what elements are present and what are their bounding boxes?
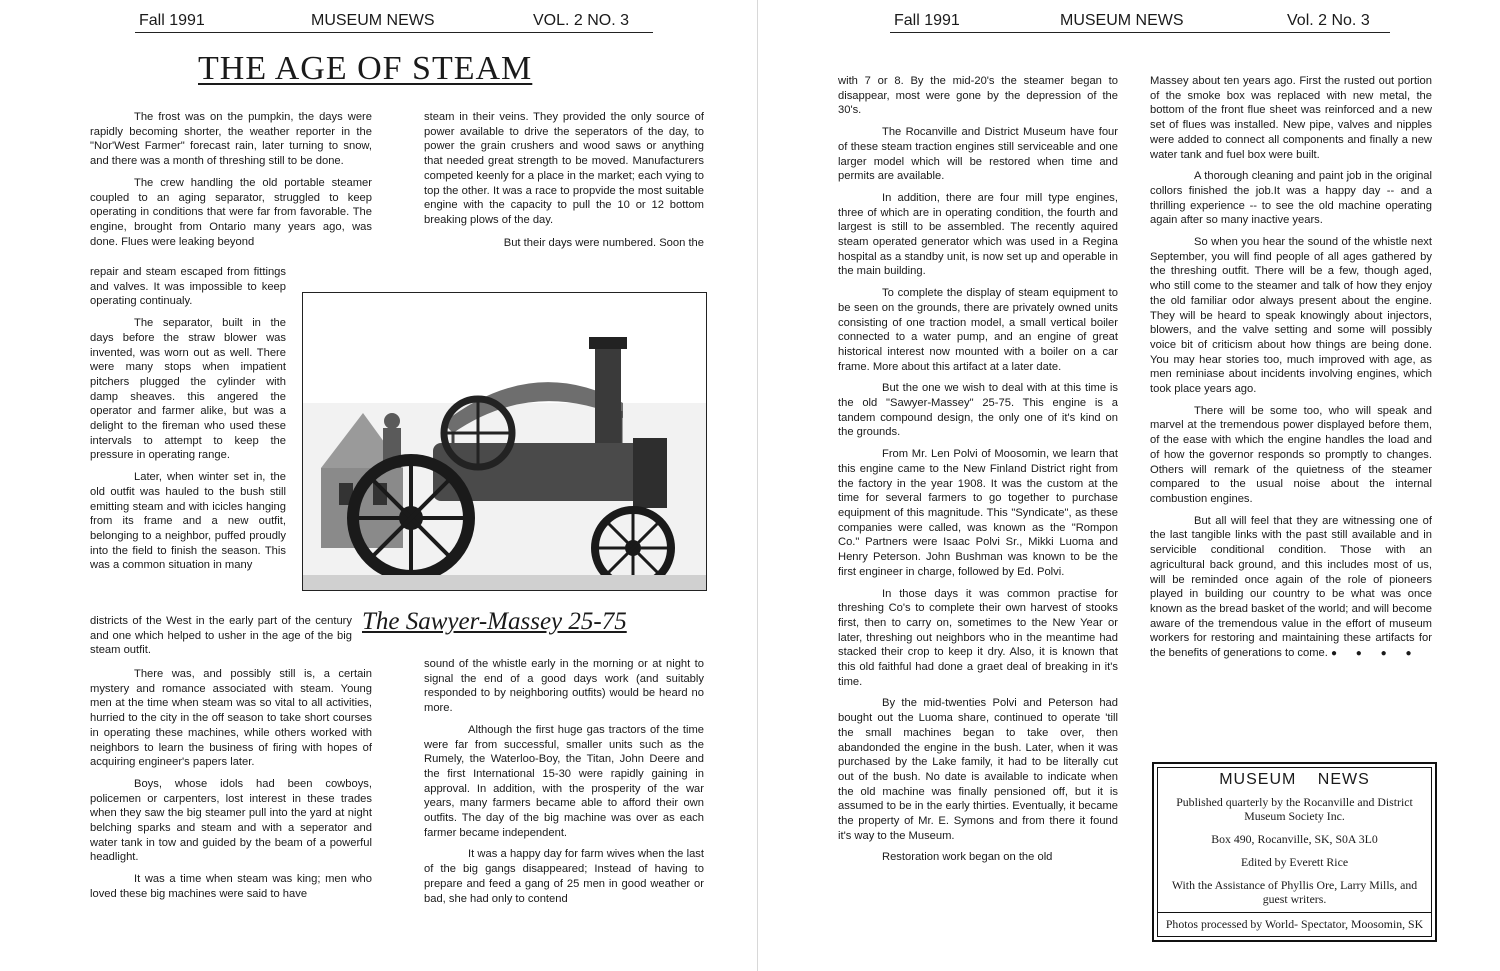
page-gutter xyxy=(757,0,758,971)
right-header-volume: Vol. 2 No. 3 xyxy=(1287,12,1370,29)
paragraph: It was a happy day for farm wives when the last of the big gangs disappeared; Instead of having to prepare and feed a gang of 25 men in good weather or bad, she had only to contend xyxy=(424,848,704,905)
photo-caption: The Sawyer-Massey 25-75 xyxy=(362,608,627,635)
paragraph: Boys, whose idols had been cowboys, policemen or carpenters, lost interest in these trades when they saw the big steamer pull into the yard at night belching sparks and steam and with a seperator and water tank in tow and guided by the beam of a powerful headlight. xyxy=(90,777,372,864)
paragraph: There was, and possibly still is, a certain mystery and romance associated with steam. Young men at the time when steam was so vital to all activities, hurried to the city in the off season to take short courses in operating these machines, while others worked with neighbors to learn the business of firing with hopes of acquiring engineer's papers later. xyxy=(90,668,372,769)
paragraph-text: But all will feel that they are witnessing one of the last tangible links with the past still available and in servicible conditional condition. Those with an agricultural back ground, and this includes most of us, will be reminded once again of the role of pioneers played in building our country to be what was once known as the bread basket of the world; and will become aware of the tremendous value in the effort of museum workers for restoring and maintaining these artifacts for the benefits of generations to come. xyxy=(1150,514,1432,660)
masthead-line-assistance: With the Assistance of Phyllis Ore, Larry Mills, and guest writers. xyxy=(1171,878,1418,906)
paragraph xyxy=(1150,514,1432,662)
paragraph: To complete the display of steam equipment to be seen on the grounds, there are privately owned units consisting of one traction model, a small vertical boiler connected to a water pump, and an engine of great historical interest now mounted with a boiler on a car frame. More about this artifact at a later date. xyxy=(838,287,1118,373)
paragraph: In those days it was common practise for threshing Co's to complete their own harvest of stooks first, then to carry on, sometimes to the New Year or later, threshing out neighbors who in the meantime had stacked their crop to keep it dry. Also, it is known that this old faithful had done a graet deal of breaking in it's time. xyxy=(838,587,1118,688)
end-marks: ● ● ● ● xyxy=(1330,648,1420,660)
masthead-line-editor: Edited by Everett Rice xyxy=(1240,855,1349,869)
paragraph: By the mid-twenties Polvi and Peterson had bought out the Luoma share, continued to operate 'till the small machines began to take over, then abandonded the engine in the bush. Later, when it was purchased by the Lake family, it had to be literally cut out of the bush. No date is available to indicate when the old machine was finally pensioned off, but it is assumed to be in the early thirties. Eventually, it became the property of Mr. E. Symons and from there it found it's way to the Museum. xyxy=(838,697,1118,842)
masthead-title: MUSEUM NEWS xyxy=(1219,771,1370,788)
col2-top xyxy=(424,110,704,257)
left-header-volume: VOL. 2 NO. 3 xyxy=(533,12,630,29)
paragraph: Although the first huge gas tractors of the time were far from successful, smaller units such as the Rumely, the Waterloo-Boy, the Titan, John Deere and the first International 15-30 were rapidly gaining in approval. In addition, with the prosperity of the war years, many farmers became able to afford their own outfits. The day of the big machine was over as each farmer became independent. xyxy=(424,723,704,839)
paragraph: Massey about ten years ago. First the rusted out portion of the smoke box was replaced with new metal, the bottom of the front flue sheet was reinforced and a new set of flues was installed. New pipe, valves and nipples were added to connect all components and finally a new water tank and fuel box were built. xyxy=(1150,75,1432,161)
paragraph: steam in their veins. They provided the only source of power available to drive the seperators of the day, to power the grain crushers and wood saws or anything that needed great strength to be moved. Manufacturers competed keenly for a place in the market; each vying to top the other. It was a race to propvide the most suitable engine with the capacity to pull the 10 or 12 bottom breaking plows of the day. xyxy=(424,111,704,226)
col1-narrow xyxy=(90,265,286,573)
paragraph: But the one we wish to deal with at this time is the old "Sawyer-Massey" 25-75. This engine is a tandem compound design, the only one of it's kind on the grounds. xyxy=(838,382,1118,439)
article-title: THE AGE OF STEAM xyxy=(198,50,533,87)
paragraph: A thorough cleaning and paint job in the original collors finished the job.It was a happy day -- and a thrilling experience -- to see the old machine operating again after so many inactive years. xyxy=(1150,170,1432,227)
paragraph: But their days were numbered. Soon the xyxy=(503,236,704,249)
col2-bottom xyxy=(424,657,704,913)
paragraph: The separator, built in the days before the straw blower was invented, was worn out as well. There were many stops when impatient pitchers plugged the cylinder with damp sheaves. this angered the operator and farmer alike, but was a delight to the fireman who used these intervals to attempt to keep the pressure in operating range. xyxy=(90,317,286,462)
paragraph: In addition, there are four mill type engines, three of which are in operating condition, the fourth and largest is still to be assembled. The recently aquired steam operated generator which was used in a Regina hospital as a standby unit, is now set up and operable in the main building. xyxy=(838,191,1118,278)
masthead-box xyxy=(1152,762,1437,942)
col3 xyxy=(838,74,1118,872)
right-running-header xyxy=(890,10,1390,33)
masthead-line-photos: Photos processed by World- Spectator, Moosomin, SK xyxy=(1158,912,1431,932)
paragraph: Later, when winter set in, the old outfit was hauled to the bush still emitting steam and with icicles hanging from its frame and a new outfit, belonging to a neighbor, puffed proudly into the field to finish the season. This was a common situation in many xyxy=(90,471,286,572)
steam-engine-photo xyxy=(302,292,707,591)
left-header-date: Fall 1991 xyxy=(139,12,205,29)
col4 xyxy=(1150,74,1432,669)
paragraph: repair and steam escaped from fittings and valves. It was impossible to keep operating continualy. xyxy=(90,266,286,308)
paragraph: So when you hear the sound of the whistle next September, you will find people of all ages gathered by the threshing outfit. There will be a few, though aged, who still come to the steamer and talk of how they enjoy the old familiar odor always present about the engine. They will be heard to speak knowingly about injectors, blowers, and the valve setting and some will possibly voice bit of criticism about how things are being done. You may hear stories too, much improved with age, as men reminiase about incidents involving engines, which took place years ago. xyxy=(1150,236,1432,396)
left-header-name: MUSEUM NEWS xyxy=(311,12,435,29)
masthead-line-address: Box 490, Rocanville, SK, S0A 3L0 xyxy=(1211,832,1378,846)
col1-top xyxy=(90,110,372,249)
paragraph: From Mr. Len Polvi of Moosomin, we learn that this engine came to the New Finland District right from the factory in the year 1908. It was the custom at the time for several farmers to go together to purchase equipment of this magnitude. This "Syndicate", as these companies were called, was known as the "Rompon Co." Partners were Isaac Polvi Sr., Mikki Luoma and Henry Peterson. John Bushman was known to be the first engineer in charge, followed by Ed. Polvi. xyxy=(838,448,1118,578)
paragraph: It was a time when steam was king; men who loved these big machines were said to have xyxy=(90,873,372,900)
col1-wide-continuation xyxy=(90,614,352,665)
paragraph: The crew handling the old portable steamer coupled to an aging separator, struggled to keep operating in conditions that were far from favorable. The engine, brought from Ontario many years ago, was done. Flues were leaking beyond xyxy=(90,176,372,248)
paragraph: Restoration work began on the old xyxy=(882,851,1053,864)
paragraph: The Rocanville and District Museum have four of these steam traction engines still serviceable and one larger model which will be restored when time and permits are available. xyxy=(838,126,1118,183)
col1-bottom xyxy=(90,667,372,909)
left-running-header xyxy=(135,10,653,33)
masthead-inner xyxy=(1157,767,1432,937)
paragraph: The frost was on the pumpkin, the days were rapidly becoming shorter, the weather reporter in the "Nor'West Farmer" forecast rain, later turning to snow, and there was a month of threshing still to be done. xyxy=(90,111,372,168)
paragraph: with 7 or 8. By the mid-20's the steamer began to disappear, most were gone by the depression of the 30's. xyxy=(838,75,1118,117)
right-header-date: Fall 1991 xyxy=(894,12,960,29)
right-header-name: MUSEUM NEWS xyxy=(1060,12,1184,29)
paragraph: sound of the whistle early in the morning or at night to signal the end of a good days work (and suitably responded to by neighboring outfits) would be heard no more. xyxy=(424,658,704,715)
paragraph: districts of the West in the early part of the century and one which helped to usher in the age of the big steam outfit. xyxy=(90,615,352,657)
masthead-line-publisher: Published quarterly by the Rocanville and District Museum Society Inc. xyxy=(1176,795,1413,823)
traction-engine-illustration xyxy=(303,293,706,590)
paragraph: There will be some too, who will speak and marvel at the tremendous power displayed before them, of the ease with which the engine handles the load and of how the governor responds so promptly to changes. Others will remark of the quietness of the steamer compared to the usual noise about the internal combustion engines. xyxy=(1150,404,1432,505)
